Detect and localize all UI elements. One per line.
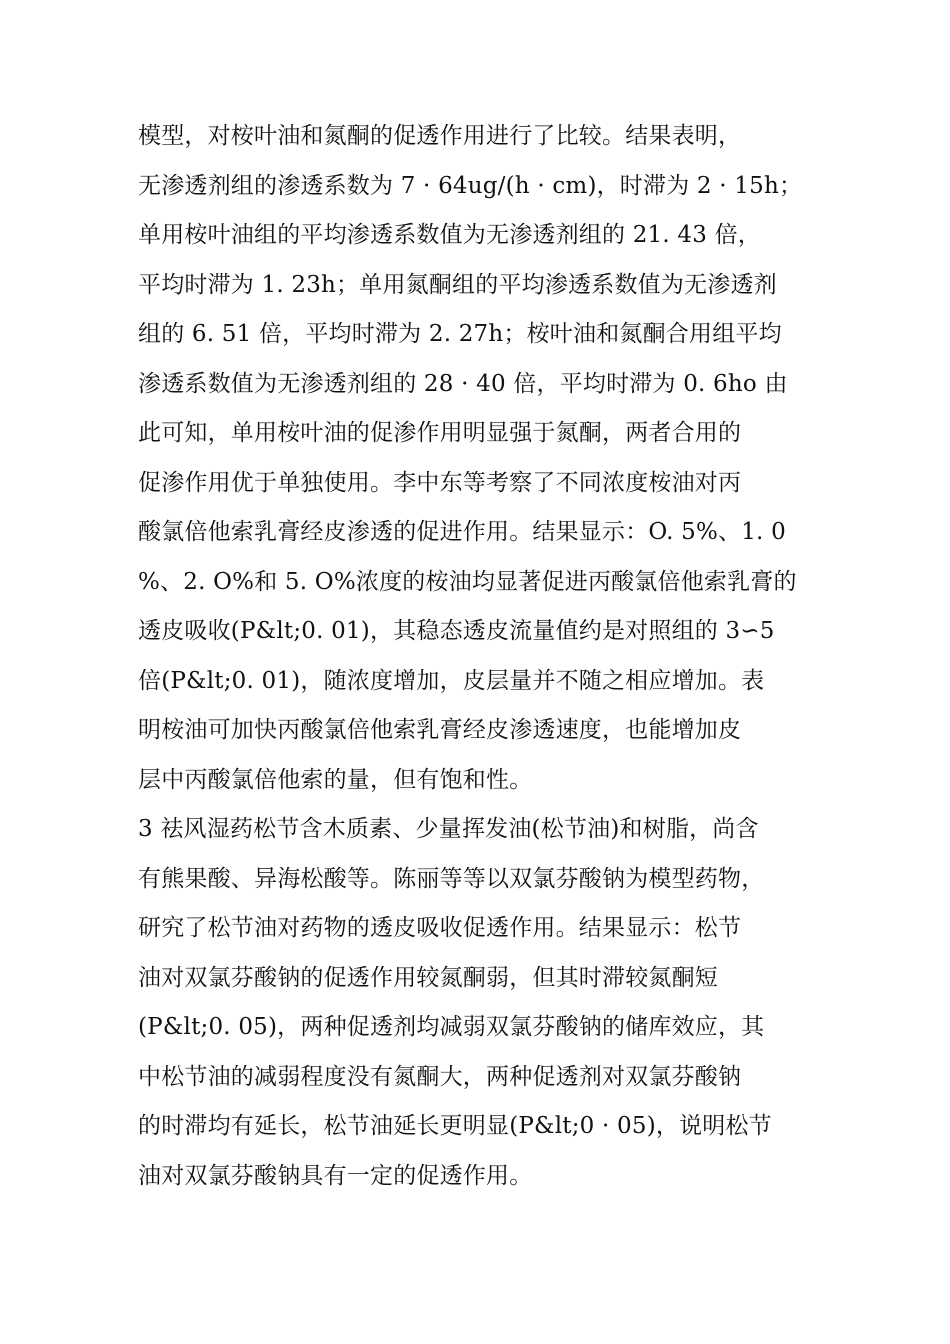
text-line: 层中丙酸氯倍他索的量，但有饱和性。 xyxy=(138,766,533,793)
text-line: 此可知，单用桉叶油的促渗作用明显强于氮酮，两者合用的 xyxy=(138,420,742,446)
text-line: 单用桉叶油组的平均渗透系数值为无渗透剂组的 21. 43 倍， xyxy=(138,222,761,248)
text-line: %、2. O%和 5. O%浓度的桉油均显著促进丙酸氯倍他索乳膏的 xyxy=(138,568,797,595)
text-line: 3 祛风湿药松节含木质素、少量挥发油(松节油)和树脂，尚含 xyxy=(138,816,759,842)
text-line: 组的 6. 51 倍，平均时滞为 2. 27h；桉叶油和氮酮合用组平均 xyxy=(138,321,782,347)
text-line: 倍(P&lt;0. 01)，随浓度增加，皮层量并不随之相应增加。表 xyxy=(138,667,765,694)
text-line: 模型，对桉叶油和氮酮的促透作用进行了比较。结果表明， xyxy=(138,123,742,149)
text-line: 无渗透剂组的渗透系数为 7 · 64ug/(h · cm)，时滞为 2 · 15h； xyxy=(138,172,803,199)
text-line: 酸氯倍他索乳膏经皮渗透的促进作用。结果显示：O. 5%、1. 0 xyxy=(138,519,786,545)
text-line: 油对双氯芬酸钠的促透作用较氮酮弱，但其时滞较氮酮短 xyxy=(138,964,718,991)
text-line: (P&lt;0. 05)，两种促透剂均减弱双氯芬酸钠的储库效应，其 xyxy=(138,1014,765,1040)
text-line: 研究了松节油对药物的透皮吸收促透作用。结果显示：松节 xyxy=(138,915,742,941)
text-line: 平均时滞为 1. 23h；单用氮酮组的平均渗透系数值为无渗透剂 xyxy=(138,271,777,298)
text-line: 油对双氯芬酸钠具有一定的促透作用。 xyxy=(138,1162,533,1189)
text-line: 有熊果酸、异海松酸等。陈丽等等以双氯芬酸钠为模型药物， xyxy=(138,865,765,892)
text-line: 渗透系数值为无渗透剂组的 28 · 40 倍，平均时滞为 0. 6hо 由 xyxy=(138,370,788,397)
text-line: 明桉油可加快丙酸氯倍他索乳膏经皮渗透速度，也能增加皮 xyxy=(138,717,742,743)
body-text xyxy=(138,112,828,1201)
text-line: 中松节油的减弱程度没有氮酮大，两种促透剂对双氯芬酸钠 xyxy=(138,1063,742,1090)
text-line: 的时滞均有延长，松节油延长更明显(P&lt;0 · 05)，说明松节 xyxy=(138,1113,772,1139)
text-line: 促渗作用优于单独使用。李中东等考察了不同浓度桉油对丙 xyxy=(138,469,742,496)
text-line: 透皮吸收(P&lt;0. 01)，其稳态透皮流量值约是对照组的 3∽5 xyxy=(138,618,775,644)
